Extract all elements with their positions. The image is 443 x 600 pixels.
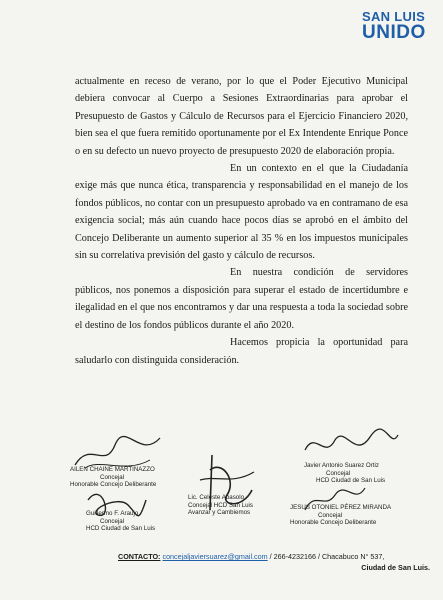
contact-footer: [118, 551, 430, 573]
signature-block-5: [290, 504, 391, 527]
signature-block-3: [304, 462, 385, 485]
signature-name: AILEN CHAINE MARTINAZZO: [70, 466, 155, 473]
signature-name: Guillermo F. Araujo: [86, 510, 139, 517]
paragraph-4: Hacemos propicia la oportunidad para saludarlo con distinguida consideración.: [75, 337, 408, 366]
letter-body: [75, 73, 408, 369]
logo-line-2: UNIDO: [362, 22, 426, 43]
contact-label: CONTACTO:: [118, 552, 161, 561]
contact-phone-address: / 266-4232166 / Chacabuco N° 537,: [267, 552, 385, 561]
contact-email-link[interactable]: concejaljaviersuarez@gmail.com: [162, 552, 268, 561]
signature-org: Honorable Concejo Deliberante: [70, 481, 157, 488]
signature-name: Javier Antonio Suarez Ortiz: [304, 462, 379, 469]
signature-role: Concejal: [100, 517, 125, 525]
signature-role: Concejal HCD San Luis: [188, 501, 253, 509]
signature-role: Concejal: [100, 473, 125, 481]
signature-role: Concejal: [326, 469, 351, 477]
signature-role: Concejal: [318, 511, 343, 519]
signature-name: Lic. Celeste Abasolo: [188, 494, 245, 501]
signature-block-4: [86, 510, 155, 533]
paragraph-2: En un contexto en el que la Ciudadanía exige más que nunca ética, transparencia y responsabilidad en el manejo de los fondos públicos, no contar con un presupuesto aprobado va en contramano de esa exigencia social; más aún cuando hace pocos días se aprobó en el ámbito del Concejo Deliberante un aumento superior al 35 % en los impuestos municipales sin su correlativa previsión del gasto y cálculo de recursos.: [75, 163, 408, 262]
contact-line: [118, 551, 430, 562]
signature-org: HCD Ciudad de San Luis: [316, 477, 386, 484]
signature-block-1: [70, 466, 156, 489]
signature-block-2: [188, 494, 253, 517]
paragraph-3: En nuestra condición de servidores públicos, nos ponemos a disposición para superar el estado de incertidumbre e ilegalidad en el que nos encontramos y dar una respuesta a toda la sociedad sobre el destino de los fondos públicos durante el año 2020.: [75, 267, 408, 331]
signature-scribble-3: [300, 425, 400, 465]
logo-line-1: SAN LUIS: [362, 9, 426, 24]
san-luis-unido-logo: [362, 10, 438, 42]
paragraph-1: actualmente en receso de verano, por lo que el Poder Ejecutivo Municipal debiera convocar al Cuerpo a Sesiones Extraordinarias para aprobar el Presupuesto de Gastos y Cálculo de Recursos para el Ejercicio Financiero 2020, bien sea el que fuera remitido oportunamente por el Ex Intendente Enrique Ponce o en su defecto un nuevo proyecto de presupuesto 2020 de elaboración propia.: [75, 76, 408, 157]
signature-org: HCD Ciudad de San Luis: [86, 525, 156, 532]
contact-city: Ciudad de San Luis.: [361, 563, 430, 572]
signature-org: Honorable Concejo Deliberante: [290, 519, 377, 526]
signature-org: Avanzar y Cambiemos: [188, 509, 251, 516]
signature-name: JESUS OTONIEL PÉREZ MIRANDA: [290, 504, 392, 511]
